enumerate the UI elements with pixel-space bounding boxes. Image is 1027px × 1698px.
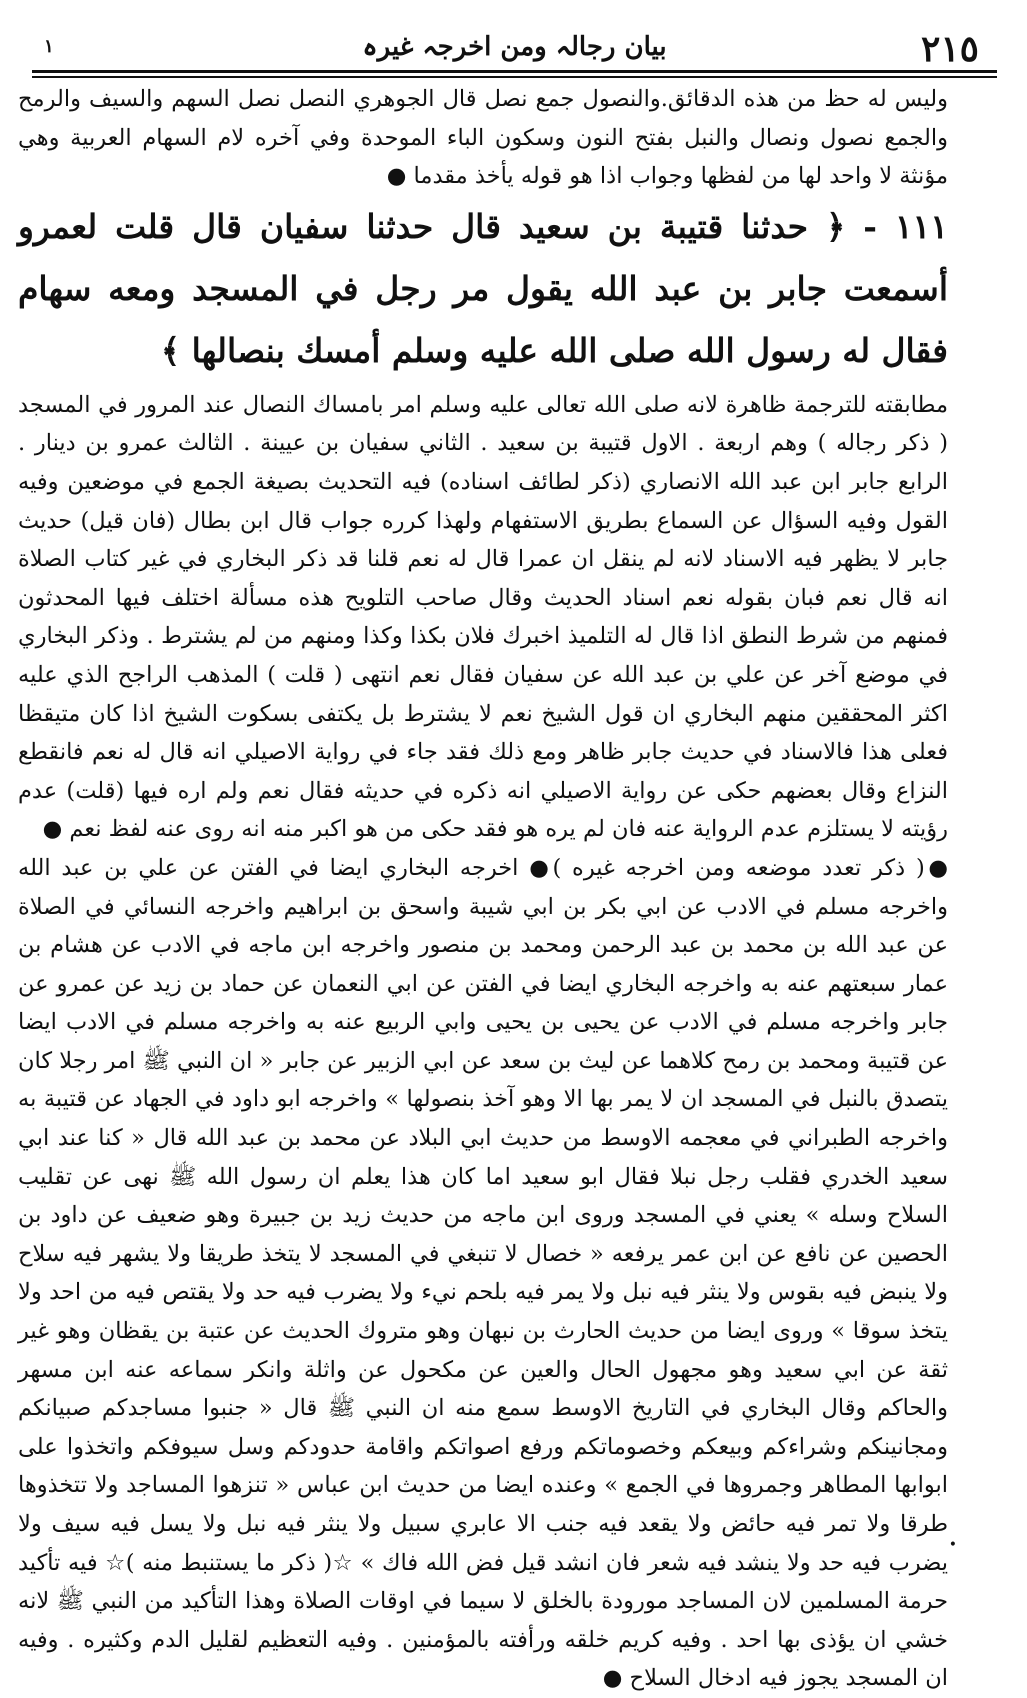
header-rule-top <box>32 70 997 73</box>
page-number: ٢١٥ <box>920 28 979 70</box>
paragraph-intro: ولیس له حظ من هذه الدقائق.والنصول جمع نصل قال الجوهري النصل نصل السهم والسيف والرمح والجمع نصول ونصال والنبل بفتح النون وسكون الباء الموحدة وفي آخره لام السهام العربية وهي مؤنثة لا واحد لها من لفظها وجواب اذا هو قوله يأخذ مقدما ● <box>18 86 948 190</box>
paragraph-sources: ●( ذكر تعدد موضعه ومن اخرجه غيره )● اخرجه البخاري ايضا في الفتن عن علي بن عبد الله واخرجه مسلم في الادب عن ابي بكر بن ابي شيبة واسحق بن ابراهيم واخرجه النسائي في الصلاة عن عبد الله بن محمد بن عبد الرحمن ومحمد بن منصور واخرجه ابن ماجه في الادب عن هشام بن عمار سبعتهم عنه به واخرجه البخاري ايضا في الفتن عن ابي النعمان عن حماد بن زيد عن عمرو عن جابر واخرجه مسلم في الادب عن يحيى بن يحيى وابي الربيع عنه به واخرجه مسلم في الادب ايضا عن قتيبة ومحمد بن رمح كلاهما عن ليث بن سعد عن ابي الزبير عن جابر « ان النبي ﷺ امر رجلا كان يتصدق بالنبل في المسجد ان لا يمر بها الا وهو آخذ بنصولها » واخرجه ابو داود في الجهاد عن قتيبة به واخرجه الطبراني في معجمه الاوسط من حديث ابي البلاد عن محمد بن عبد الله قال « كنا عند ابي سعيد الخدري فقلب رجل نبلا فقال ابو سعيد اما كان هذا يعلم ان رسول الله ﷺ نهى عن تقليب السلاح وسله » يعني في المسجد وروى ابن ماجه من حديث زيد بن جبيرة وهو ضعيف عن داود بن الحصين عن نافع عن ابن عمر يرفعه « خصال لا تنبغي في المسجد لا يتخذ طريقا ولا يشهر فيه سلاح ولا ينبض فيه بقوس ولا ينثر فيه نبل ولا يمر فيه بلحم نيء ولا يضرب فيه حد ولا يقتص فيه من احد ولا يتخذ سوقا » وروى ايضا من حديث الحارث بن نبهان وهو متروك الحديث عن عتبة بن يقظان وهو غير ثقة عن ابي سعيد وهو مجهول الحال والعين عن مكحول عن واثلة وانكر سماعه عنه ابن مسهر والحاكم وقال البخاري في التاريخ الاوسط سمع منه ان النبي ﷺ قال « جنبوا مساجدكم صبيانكم ومجانينكم وشراءكم وبيعكم وخصوماتكم ورفع اصواتكم واقامة حدودكم وسل سيوفكم واتخذوا على ابوابها المطاهر وجمروها في الجمع » وعنده ايضا من حديث ابن عباس « تنزهوا المساجد ولا تتخذوها طرقا ولا تمر فيه حائض ولا يقعد فيه جنب الا عابري سبيل ولا ينثر فيه نبل ولا يسل فيه سيف ولا يضرب فيه حد ولا ينشد فيه شعر فان انشد قيل فض الله فاك » ☆( ذكر ما يستنبط منه )☆ فيه تأكيد حرمة المسلمين لان المساجد مورودة بالخلق لا سيما في اوقات الصلاة وهذا التأكيد من النبي ﷺ لانه خشي ان يؤذى بها احد . وفيه كريم خلقه ورأفته بالمؤمنين . وفيه التعظيم لقليل الدم وكثيره . وفيه ان المسجد يجوز فيه ادخال السلاح ● <box>18 854 948 1692</box>
hadith-text: ١١١ - ﴿ حدثنا قتيبة بن سعيد قال حدثنا سفيان قال قلت لعمرو أسمعت جابر بن عبد الله يقول مر رجل في المسجد ومعه سهام فقال له رسول الله صلى الله عليه وسلم أمسك بنصالها ﴾ <box>18 206 948 370</box>
header-marker: ۱ <box>44 36 54 57</box>
paragraph-commentary: مطابقته للترجمة ظاهرة لانه صلى الله تعالى عليه وسلم امر بامساك النصال عند المرور في المسجد ( ذكر رجاله ) وهم اربعة . الاول قتيبة بن سعيد . الثاني سفيان بن عيينة . الثالث عمرو بن دينار . الرابع جابر ابن عبد الله الانصاري (ذكر لطائف اسناده) فيه التحديث بصيغة الجمع في موضعين وفيه القول وفيه السؤال عن السماع بطريق الاستفهام ولهذا كرره جواب قال ابن بطال (فان قيل) حديث جابر لا يظهر فيه الاسناد لانه لم ينقل ان عمرا قال له نعم قلنا قد ذكر البخاري في غير كتاب الصلاة انه قال نعم فبان بقوله نعم اسناد الحديث وقال صاحب التلويح هذه مسألة اختلف فيها المحدثون فمنهم من شرط النطق اذا قال له التلميذ اخبرك فلان بكذا وكذا ومنهم من لم يشترط . وذكر البخاري في موضع آخر عن علي بن عبد الله عن سفيان فقال نعم انتهى ( قلت ) المذهب الراجح الذي عليه اكثر المحققين منهم البخاري ان قول الشيخ نعم لا يشترط بل يكتفى بسكوت الشيخ اذا كان متيقظا فعلى هذا فالاسناد في حديث جابر ظاهر ومع ذلك فقد جاء في رواية الاصيلي انه قال له نعم فانقطع النزاع وقال بعضهم حكى عن رواية الاصيلي انه ذكره في حديثه فقال نعم ولم اره فيها (قلت) عدم رؤيته لا يستلزم عدم الرواية عنه فان لم يره هو فقد حكى من هو اكبر منه انه روى عنه لفظ نعم ● <box>18 391 948 843</box>
running-title: بیان رجالہ ومن اخرجہ غیرہ <box>362 32 667 62</box>
footer-mark: • <box>948 1537 957 1553</box>
header-rule-bottom <box>32 76 997 78</box>
page-header <box>32 18 997 78</box>
main-text <box>18 80 948 1698</box>
